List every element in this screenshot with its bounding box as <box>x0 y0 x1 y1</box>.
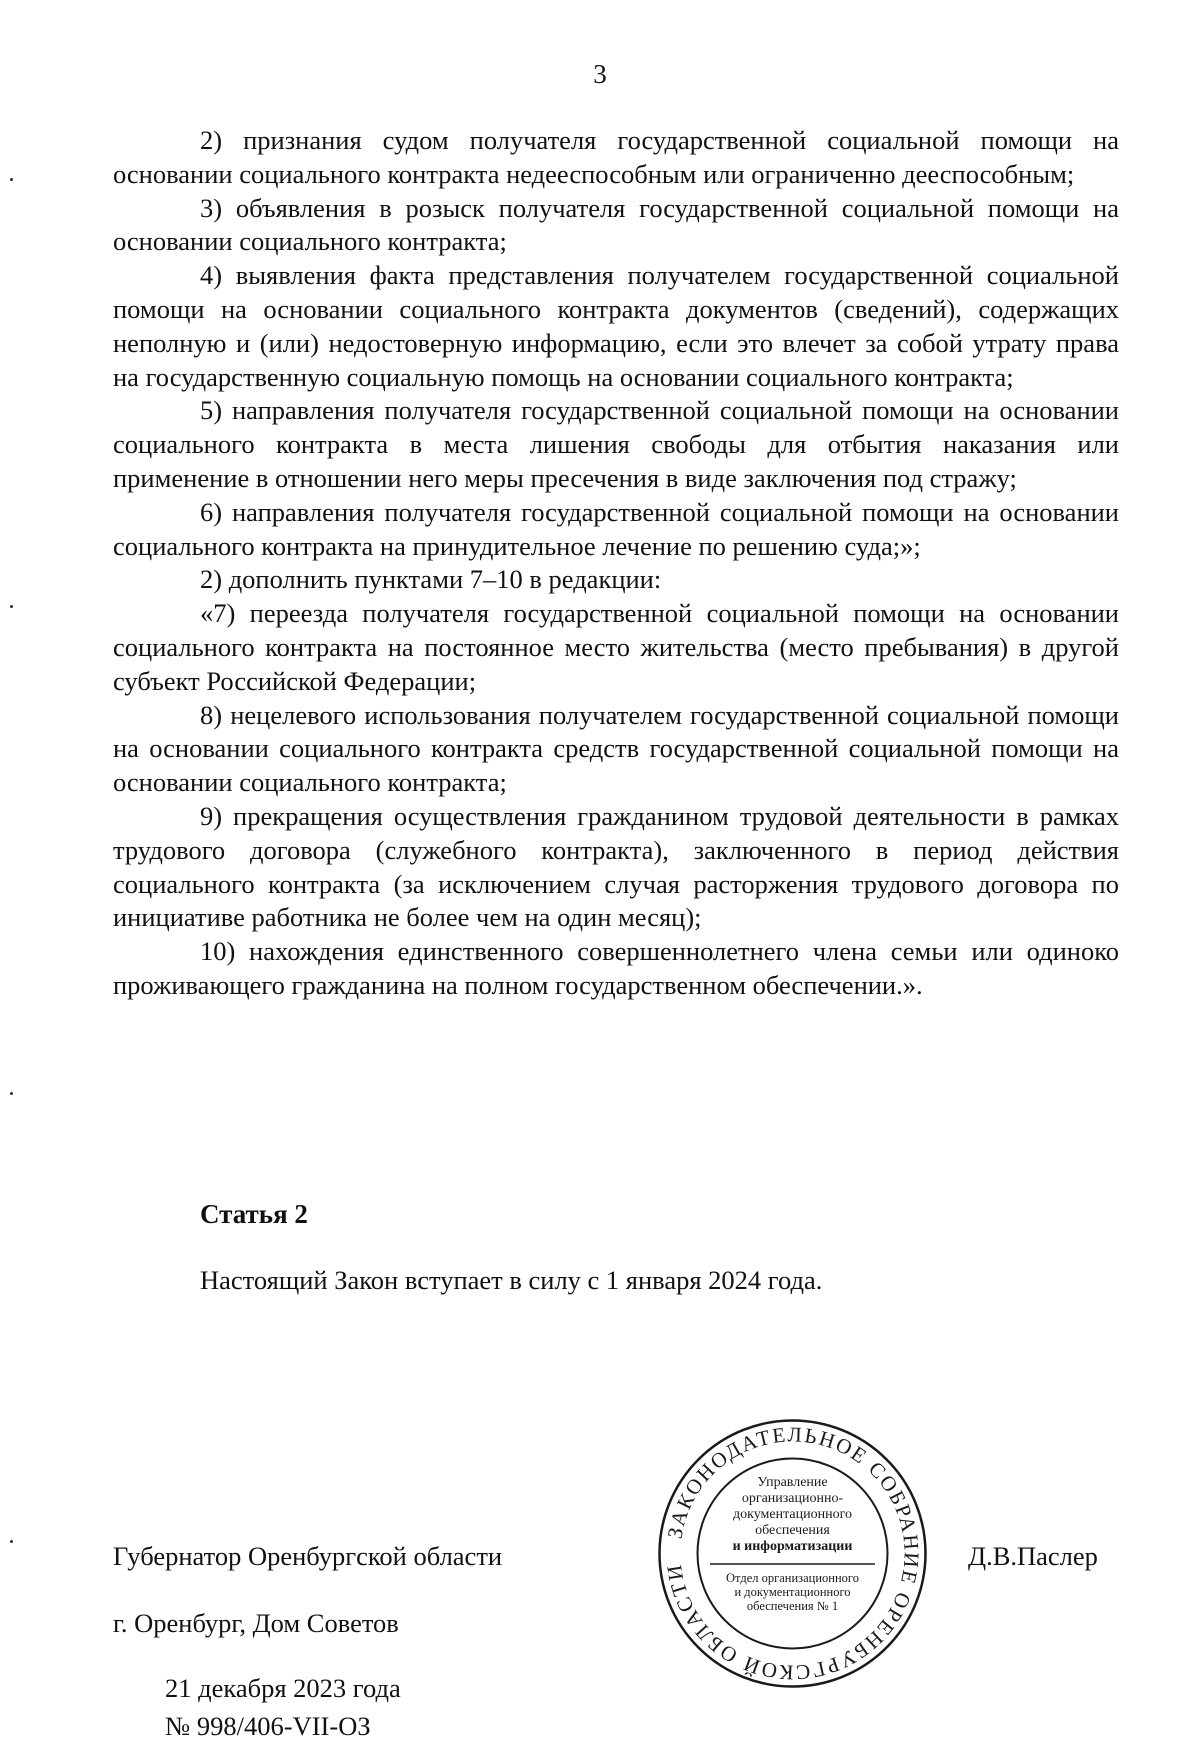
paragraph: 9) прекращения осуществления гражданином трудовой деятельности в рамках трудового договора (служебного контракта), заключенного в период действия социального контракта (за исключением случая расторжения трудового договора по инициативе работника не более чем на один месяц); <box>113 800 1119 933</box>
scan-speck <box>10 1540 13 1543</box>
paragraph: «7) переезда получателя государственной социальной помощи на основании социального контракта на постоянное место жительства (место пребывания) в другой субъект Российской Федерации; <box>113 598 1119 696</box>
article-text: Настоящий Закон вступает в силу с 1 января 2024 года. <box>200 1265 823 1295</box>
signing-place: г. Оренбург, Дом Советов <box>113 1608 399 1638</box>
signatory-title: Губернатор Оренбургской области <box>113 1541 503 1571</box>
law-number: № 998/406-VII-ОЗ <box>165 1711 371 1741</box>
paragraph: 4) выявления факта представления получателем государственной социальной помощи на основании социального контракта документов (сведений), содержащих неполную и (или) недостоверную информацию, если это влечет за собой утрату права на государственную социальную помощь на основании социального контракта; <box>113 260 1119 392</box>
paragraph: 2) признания судом получателя государственной социальной помощи на основании социального контракта недееспособным или ограниченно дееспособным; <box>113 125 1119 189</box>
document-body <box>113 124 1119 1003</box>
seal-inner-line: документационного <box>733 1507 852 1522</box>
article-title: Статья 2 <box>200 1199 308 1229</box>
seal-inner-line: и информатизации <box>732 1539 853 1554</box>
seal-lower-line: обеспечения № 1 <box>746 1599 839 1613</box>
official-seal <box>655 1416 930 1691</box>
seal-ring-text: ЗАКОНОДАТЕЛЬНОЕ СОБРАНИЕ ОРЕНБУРГСКОЙ ОБЛАСТИ <box>661 1422 924 1685</box>
law-date: 21 декабря 2023 года <box>165 1673 401 1703</box>
paragraph: 6) направления получателя государственной социальной помощи на основании социального контракта на принудительное лечение по решению суда;»; <box>113 496 1119 561</box>
scan-speck <box>10 1092 13 1095</box>
seal-lower-line: и документационного <box>734 1585 851 1599</box>
page-number: 3 <box>593 59 607 89</box>
seal-inner-line: Управление <box>757 1475 828 1490</box>
paragraph: 5) направления получателя государственной социальной помощи на основании социального контракта в места лишения свободы для отбытия наказания или применение в отношении него меры пресечения в виде заключения под стражу; <box>113 395 1119 493</box>
seal-inner-line: организационно- <box>741 1491 844 1506</box>
seal-lower-line: Отдел организационного <box>726 1571 859 1585</box>
seal-inner-line: обеспечения <box>755 1523 830 1538</box>
signatory-name: Д.В.Паслер <box>968 1541 1098 1571</box>
paragraph: 8) нецелевого использования получателем государственной социальной помощи на основании социального контракта средств государственной социальной помощи на основании социального контракта; <box>113 699 1119 798</box>
paragraph: 3) объявления в розыск получателя государственной социальной помощи на основании социального контракта; <box>113 192 1119 257</box>
paragraph: 2) дополнить пунктами 7–10 в редакции: <box>200 564 662 595</box>
scan-speck <box>10 178 13 181</box>
paragraph: 10) нахождения единственного совершеннолетнего члена семьи или одиноко проживающего гражданина на полном государственном обеспечении.». <box>113 936 1119 1000</box>
scan-speck <box>10 605 13 608</box>
